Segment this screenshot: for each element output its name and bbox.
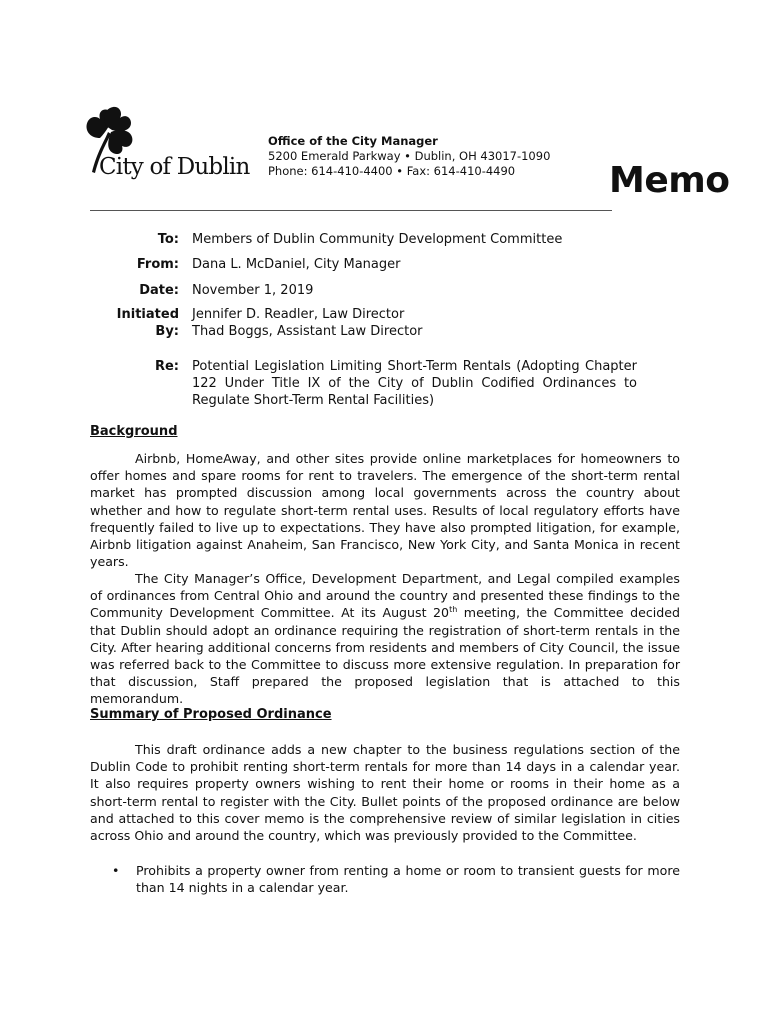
initiated-value-1: Jennifer D. Readler, Law Director <box>192 307 405 322</box>
background-paragraph-1: Airbnb, HomeAway, and other sites provide online marketplaces for homeowners to offer homes and spare rooms for rent to travelers. The emergence of the short-term rental market has prompted discussion among local governments across the country about whether and how to regulate short-term rental uses. Results of local regulatory efforts have frequently failed to live up to expectations. They have also prompted litigation, for example, Airbnb litigation against Anaheim, San Francisco, New York City, and Santa Monica in recent years. <box>90 451 680 570</box>
summary-heading: Summary of Proposed Ordinance <box>90 707 332 722</box>
office-info <box>268 134 550 179</box>
list-item <box>112 862 680 896</box>
background-heading: Background <box>90 424 178 439</box>
date-value: November 1, 2019 <box>192 283 314 298</box>
header-divider <box>90 210 612 211</box>
background-paragraph-2 <box>90 570 680 708</box>
office-title: Office of the City Manager <box>268 134 438 148</box>
initiated-label: Initiated <box>116 307 179 322</box>
city-logo <box>82 104 262 186</box>
ordinal-suffix: th <box>449 605 458 615</box>
bullet-text: Prohibits a property owner from renting a home or room to transient guests for more than 14 nights in a calendar year. <box>136 863 680 896</box>
re-label: Re: <box>154 359 179 374</box>
re-value: Potential Legislation Limiting Short-Term Rentals (Adopting Chapter 122 Under Title IX of the City of Dublin Codified Ordinances to Regulate Short-Term Rental Facilities) <box>192 359 637 408</box>
logo-text: City of Dublin <box>99 154 250 180</box>
office-address: 5200 Emerald Parkway • Dublin, OH 43017-1090 <box>268 149 551 163</box>
to-label: To: <box>157 232 179 247</box>
date-label: Date: <box>139 283 179 298</box>
memo-title: Memo <box>609 160 730 201</box>
initiated-by-label: By: <box>155 324 179 339</box>
summary-paragraph: This draft ordinance adds a new chapter to the business regulations section of the Dublin Code to prohibit renting short-term rentals for more than 14 days in a calendar year. It also requires property owners wishing to rent their home or rooms in their home as a short-term rental to register with the City. Bullet points of the proposed ordinance are below and attached to this cover memo is the comprehensive review of similar legislation in cities across Ohio and around the country, which was previously provided to the Committee. <box>90 742 680 844</box>
office-phone: Phone: 614-410-4400 • Fax: 614-410-4490 <box>268 164 516 178</box>
initiated-value-2: Thad Boggs, Assistant Law Director <box>192 324 423 339</box>
from-label: From: <box>136 257 179 272</box>
to-value: Members of Dublin Community Development Committee <box>192 232 563 247</box>
background-paragraph-2b: meeting, the Committee decided that Dublin should adopt an ordinance requiring the registration of short-term rentals in the City. After hearing additional concerns from residents and members of City Council, the issue was referred back to the Committee to discuss more extensive regulation. In preparation for that discussion, Staff prepared the proposed legislation that is attached to this memorandum. <box>90 605 680 707</box>
summary-bullet-list <box>112 862 680 896</box>
bullet-icon: • <box>112 863 120 878</box>
background-paragraph-2a: The City Manager’s Office, Development Department, and Legal compiled examples of ordinances from Central Ohio and around the country and presented these findings to the Community Development Committee. At its August 20 <box>90 571 680 621</box>
from-value: Dana L. McDaniel, City Manager <box>192 257 401 272</box>
